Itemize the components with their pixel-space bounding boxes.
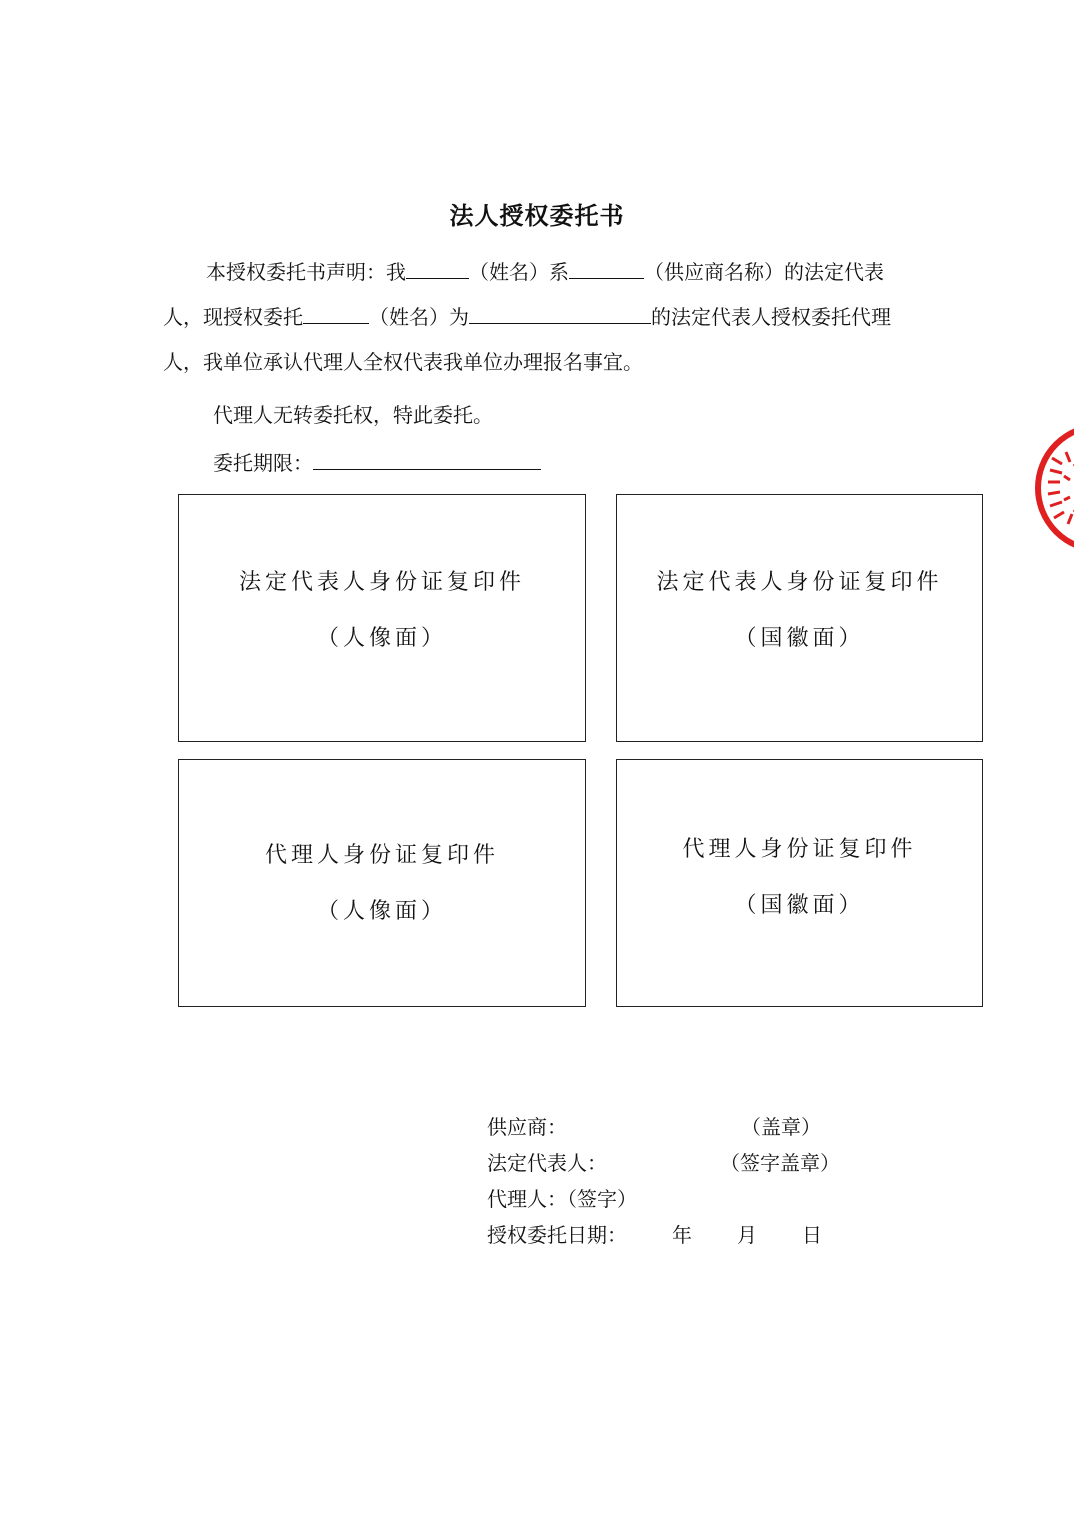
- box-label: 法定代表人身份证复印件: [656, 570, 943, 595]
- term-blank: [313, 447, 541, 470]
- legal-rep-id-front-box: [178, 494, 586, 742]
- agent-id-front-box: [178, 759, 586, 1007]
- box-label: 代理人身份证复印件: [264, 843, 499, 868]
- term-label: 委托期限：: [213, 451, 313, 475]
- box-sublabel: （国徽面）: [734, 626, 865, 651]
- box-label: 法定代表人身份证复印件: [238, 570, 525, 595]
- box-sublabel: （人像面）: [316, 899, 447, 924]
- agent-id-back-box: [616, 759, 983, 1007]
- name-blank: [406, 256, 469, 279]
- date-label: 授权委托日期：: [487, 1223, 627, 1247]
- date-year: 年: [672, 1223, 692, 1247]
- supplier-seal-note: （盖章）: [741, 1115, 821, 1139]
- agent-sign-label: 代理人：（签字）: [487, 1187, 637, 1211]
- red-seal-stamp-icon: [1030, 418, 1074, 558]
- agent-name-blank: [303, 301, 369, 324]
- company-blank: [469, 301, 651, 324]
- legal-rep-sign-note: （签字盖章）: [720, 1151, 840, 1175]
- declaration-text-1: 本授权委托书声明：我: [206, 260, 406, 284]
- term-line: [213, 447, 541, 478]
- declaration-paragraph: [163, 250, 923, 385]
- box-sublabel: （国徽面）: [734, 893, 865, 918]
- box-sublabel: （人像面）: [316, 626, 447, 651]
- date-day: 日: [802, 1223, 822, 1247]
- declaration-text-3: （供应商名称）的法定代表: [644, 260, 884, 284]
- legal-rep-label: 法定代表人：: [487, 1151, 607, 1175]
- legal-rep-id-back-box: [616, 494, 983, 742]
- no-sub-delegation-line: 代理人无转委托权，特此委托。: [213, 403, 493, 427]
- date-month: 月: [737, 1223, 757, 1247]
- declaration-text-6: 的法定代表人授权委托代理: [651, 305, 891, 329]
- declaration-text-2: （姓名）系: [469, 260, 569, 284]
- document-title: 法人授权委托书: [449, 201, 625, 230]
- box-label: 代理人身份证复印件: [682, 837, 917, 862]
- declaration-text-5: （姓名）为: [369, 305, 469, 329]
- supplier-label: 供应商：: [487, 1115, 567, 1139]
- declaration-text-4: 人，现授权委托: [163, 305, 303, 329]
- declaration-text-7: 人，我单位承认代理人全权代表我单位办理报名事宜。: [163, 350, 643, 374]
- supplier-name-blank: [569, 256, 644, 279]
